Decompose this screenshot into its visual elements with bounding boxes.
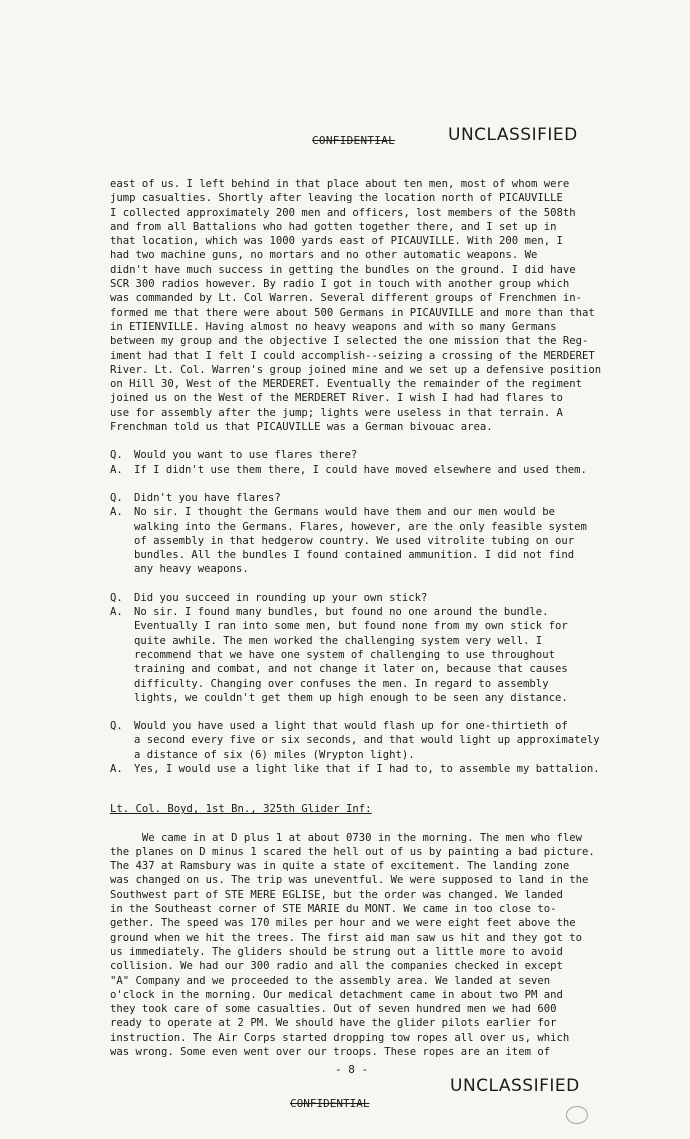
text-line: they took care of some casualties. Out of seven hundred men we had 600 [110,1003,557,1016]
ink-mark [566,1106,588,1124]
answer-3: A. No sir. I found many bundles, but found no one around the bundle. Eventually I ran into some men, but found none from my own stick for quite awhile. The men worked the challenging system very well. I recommend that we have one system of challenging to use throughout training and combat, and not change it later on, because that causes difficulty. Changing over confuses the men. In regard to assembly lights, we couldn't get them up high enough to be seen any distance. [110,605,640,705]
text-line: quite awhile. The men worked the challenging system very well. I [134,634,543,647]
footer-unclassified-stamp: UNCLASSIFIED [450,1076,580,1096]
text-line: Southwest part of STE MERE EGLISE, but the order was changed. We landed [110,888,563,901]
text-line: o'clock in the morning. Our medical detachment came in about two PM and [110,988,563,1001]
text-line: Eventually I ran into some men, but found none from my own stick for [134,620,568,633]
text-line: If I didn't use them there, I could have moved elsewhere and used them. [134,463,587,476]
text-line: any heavy weapons. [134,563,249,576]
question-3: Q. Did you succeed in rounding up your own stick? [110,591,640,605]
text-line: use for assembly after the jump; lights were useless in that terrain. A [110,406,563,419]
text-line: iment had that I felt I could accomplish--seizing a crossing of the MERDERET [110,349,595,362]
text-line: in the Southeast corner of STE MARIE du MONT. We came in too close to- [110,903,557,916]
text-line: bundles. All the bundles I found contained ammunition. I did not find [134,549,575,562]
text-line: on Hill 30, West of the MERDERET. Eventually the remainder of the regiment [110,378,582,391]
text-line: between my group and the objective I selected the one mission that the Reg- [110,335,589,348]
footer-confidential-struck: CONFIDENTIAL [290,1097,370,1110]
body-text [110,177,640,1059]
text-line: recommend that we have one system of challenging to use throughout [134,648,555,661]
text-line: We came in at D plus 1 at about 0730 in the morning. The men who flew [110,831,582,844]
page-number: - 8 - [335,1063,369,1076]
text-line: had two machine guns, no mortars and no other automatic weapons. We [110,249,538,262]
question-4: Q. Would you have used a light that would flash up for one-thirtieth of a second every five or six seconds, and that would light up approximately a distance of six (6) miles (Wrypton light). [110,719,640,762]
text-line: of assembly in that hedgerow country. We used vitrolite tubing on our [134,534,575,547]
text-line: Would you have used a light that would flash up for one-thirtieth of [134,720,568,733]
text-line: was commanded by Lt. Col Warren. Several different groups of Frenchmen in- [110,292,582,305]
text-line: No sir. I found many bundles, but found no one around the bundle. [134,606,549,619]
text-line: walking into the Germans. Flares, however, are the only feasible system [134,520,587,533]
text-line: No sir. I thought the Germans would have them and our men would be [134,506,555,519]
question-2: Q. Didn't you have flares? [110,491,640,505]
header-unclassified-stamp: UNCLASSIFIED [448,125,578,145]
text-line: and from all Battalions who had gotten together there, and I set up in [110,220,557,233]
text-line: the planes on D minus 1 scared the hell out of us by painting a bad picture. [110,845,595,858]
text-line: gether. The speed was 170 miles per hour and we were eight feet above the [110,917,576,930]
text-line: collision. We had our 300 radio and all the companies checked in except [110,960,563,973]
text-line: was changed on us. The trip was uneventful. We were supposed to land in the [110,874,589,887]
text-line: Would you want to use flares there? [134,449,358,462]
text-line: that location, which was 1000 yards east of PICAUVILLE. With 200 men, I [110,235,563,248]
text-line: I collected approximately 200 men and officers, lost members of the 508th [110,206,576,219]
text-line: a distance of six (6) miles (Wrypton light). [134,748,415,761]
section-heading: Lt. Col. Boyd, 1st Bn., 325th Glider Inf: [110,803,372,816]
text-line: difficulty. Changing over confuses the men. In regard to assembly [134,677,549,690]
paragraph-1 [110,177,640,434]
text-line: east of us. I left behind in that place about ten men, most of whom were [110,178,570,190]
text-line: was wrong. Some even went over our troops. These ropes are an item of [110,1046,551,1059]
answer-4: A. Yes, I would use a light like that if I had to, to assemble my battalion. [110,762,640,776]
text-line: "A" Company and we proceeded to the assembly area. We landed at seven [110,974,551,987]
text-line: SCR 300 radios however. By radio I got in touch with another group which [110,278,570,291]
answer-2: A. No sir. I thought the Germans would have them and our men would be walking into the Germans. Flares, however, are the only feasible system of assembly in that hedgerow country. We used vitrolite tubing on our bundles. All the bundles I found contained ammunition. I did not find any heavy weapons. [110,505,640,576]
text-line: a second every five or six seconds, and that would light up approximately [134,734,600,747]
text-line: River. Lt. Col. Warren's group joined mine and we set up a defensive position [110,363,602,376]
text-line: didn't have much success in getting the bundles on the ground. I did have [110,263,576,276]
text-line: in ETIENVILLE. Having almost no heavy weapons and with so many Germans [110,320,557,333]
text-line: Yes, I would use a light like that if I had to, to assemble my battalion. [134,762,600,775]
question-1: Q. Would you want to use flares there? [110,448,640,462]
text-line: training and combat, and not change it later on, because that causes [134,663,568,676]
text-line: lights, we couldn't get them up high enough to be seen any distance. [134,691,568,704]
answer-1: A. If I didn't use them there, I could have moved elsewhere and used them. [110,463,640,477]
paragraph-2 [110,831,640,1060]
text-line: Didn't you have flares? [134,491,281,504]
text-line: Did you succeed in rounding up your own stick? [134,591,428,604]
text-line: Frenchman told us that PICAUVILLE was a German bivouac area. [110,421,493,434]
text-line: formed me that there were about 500 Germans in PICAUVILLE and more than that [110,306,595,319]
text-line: joined us on the West of the MERDERET River. I wish I had had flares to [110,392,563,405]
text-line: The 437 at Ramsbury was in quite a state of excitement. The landing zone [110,860,570,873]
text-line: ready to operate at 2 PM. We should have the glider pilots earlier for [110,1017,557,1030]
text-line: instruction. The Air Corps started dropping tow ropes all over us, which [110,1031,570,1044]
text-line: jump casualties. Shortly after leaving the location north of PICAUVILLE [110,192,563,205]
header-confidential-struck: CONFIDENTIAL [312,134,396,147]
text-line: ground when we hit the trees. The first aid man saw us hit and they got to [110,931,582,944]
text-line: us immediately. The gliders should be strung out a little more to avoid [110,945,563,958]
